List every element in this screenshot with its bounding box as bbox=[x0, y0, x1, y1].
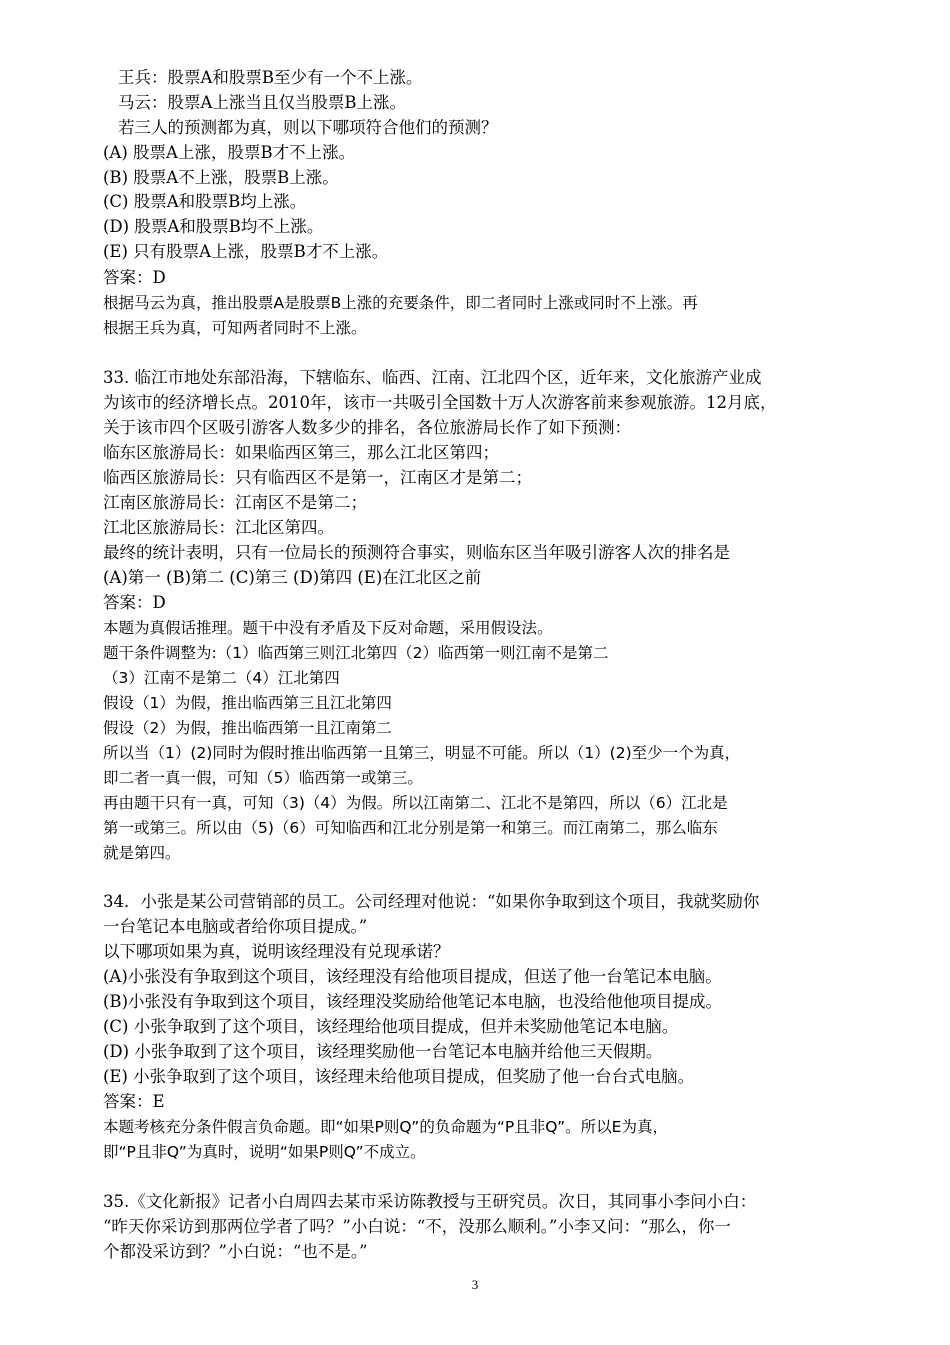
options-line: (A)第一 (B)第二 (C)第三 (D)第四 (E)在江北区之前 bbox=[103, 568, 482, 587]
explanation-line: 根据马云为真，推出股票A是股票B上涨的充要条件，即二者同时上涨或同时不上涨。再 bbox=[103, 294, 698, 312]
option-b: (B) 股票A不上涨，股票B上涨。 bbox=[103, 168, 339, 187]
text-line: 王兵：股票A和股票B至少有一个不上涨。 bbox=[118, 68, 423, 87]
text-line: 一台笔记本电脑或者给你项目提成。” bbox=[103, 917, 368, 936]
text-line: 为该市的经济增长点。2010年，该市一共吸引全国数十万人次游客前来参观旅游。12月底， bbox=[103, 393, 777, 412]
option-d: (D) 股票A和股票B均不上涨。 bbox=[103, 217, 324, 236]
answer-line: 答案：D bbox=[103, 268, 166, 287]
explanation-line: 再由题干只有一真，可知（3)（4）为假。所以江南第二、江北不是第四，所以（6）江北是 bbox=[103, 794, 728, 812]
option-c: (C) 股票A和股票B均上涨。 bbox=[103, 192, 307, 211]
text-line: 以下哪项如果为真，说明该经理没有兑现承诺？ bbox=[103, 942, 450, 961]
option-d: (D) 小张争取到了这个项目，该经理奖励他一台笔记本电脑并给他三天假期。 bbox=[103, 1042, 663, 1061]
explanation-line: 题干条件调整为:（1）临西第三则江北第四（2）临西第一则江南不是第二 bbox=[103, 644, 609, 662]
text-line: 若三人的预测都为真，则以下哪项符合他们的预测？ bbox=[118, 118, 498, 137]
explanation-line: 即“P且非Q”为真时，说明“如果P则Q”不成立。 bbox=[103, 1143, 426, 1161]
option-a: (A) 股票A上涨，股票B才不上涨。 bbox=[103, 143, 356, 162]
explanation-line: 就是第四。 bbox=[103, 844, 181, 862]
explanation-line: 第一或第三。所以由（5)（6）可知临西和江北分别是第一和第三。而江南第二，那么临东 bbox=[103, 819, 718, 837]
answer-line: 答案：D bbox=[103, 593, 166, 612]
explanation-line: 假设（1）为假，推出临西第三且江北第四 bbox=[103, 694, 392, 712]
text-line: 马云：股票A上涨当且仅当股票B上涨。 bbox=[118, 93, 407, 112]
answer-line: 答案：E bbox=[103, 1092, 165, 1111]
text-line: 临西区旅游局长：只有临西区不是第一，江南区才是第二； bbox=[103, 468, 532, 487]
explanation-line: 所以当（1）(2)同时为假时推出临西第一且第三，明显不可能。所以（1）(2)至少一个为真， bbox=[103, 744, 741, 762]
question-33: 33. 临江市地处东部沿海，下辖临东、临西、江南、江北四个区，近年来，文化旅游产业成 bbox=[103, 368, 762, 387]
text-line: 临东区旅游局长：如果临西区第三，那么江北区第四； bbox=[103, 443, 499, 462]
explanation-line: 本题为真假话推理。题干中没有矛盾及下反对命题，采用假设法。 bbox=[103, 619, 553, 637]
text-line: 江北区旅游局长：江北区第四。 bbox=[103, 518, 334, 537]
text-line: “昨天你采访到那两位学者了吗？”小白说：“不，没那么顺利。”小李又问：“那么，你一 bbox=[103, 1217, 731, 1236]
option-a: (A)小张没有争取到这个项目，该经理没有给他项目提成，但送了他一台笔记本电脑。 bbox=[103, 967, 722, 986]
question-34: 34．小张是某公司营销部的员工。公司经理对他说：“如果你争取到这个项目，我就奖励你 bbox=[103, 892, 760, 911]
text-line: 关于该市四个区吸引游客人数多少的排名，各位旅游局长作了如下预测： bbox=[103, 418, 631, 437]
option-b: (B)小张没有争取到这个项目，该经理没奖励给他笔记本电脑，也没给他他项目提成。 bbox=[103, 992, 722, 1011]
explanation-line: 假设（2）为假，推出临西第一且江南第二 bbox=[103, 719, 392, 737]
option-e: (E) 只有股票A上涨，股票B才不上涨。 bbox=[103, 242, 389, 261]
explanation-line: （3）江南不是第二（4）江北第四 bbox=[103, 669, 340, 687]
explanation-line: 本题考核充分条件假言负命题。即“如果P则Q”的负命题为“P且非Q”。所以E为真， bbox=[103, 1118, 668, 1136]
page-number: 3 bbox=[471, 1277, 479, 1292]
option-c: (C) 小张争取到了这个项目，该经理给他项目提成，但并未奖励他笔记本电脑。 bbox=[103, 1017, 679, 1036]
question-35: 35.《文化新报》记者小白周四去某市采访陈教授与王研究员。次日，其同事小李问小白： bbox=[103, 1192, 757, 1211]
option-e: (E) 小张争取到了这个项目，该经理未给他项目提成，但奖励了他一台台式电脑。 bbox=[103, 1067, 695, 1086]
text-line: 最终的统计表明，只有一位局长的预测符合事实，则临东区当年吸引游客人次的排名是 bbox=[103, 543, 730, 562]
explanation-line: 即二者一真一假，可知（5）临西第一或第三。 bbox=[103, 769, 423, 787]
text-line: 江南区旅游局长：江南区不是第二； bbox=[103, 493, 367, 512]
text-line: 个都没采访到？”小白说：“也不是。” bbox=[103, 1242, 368, 1261]
explanation-line: 根据王兵为真，可知两者同时不上涨。 bbox=[103, 319, 367, 337]
